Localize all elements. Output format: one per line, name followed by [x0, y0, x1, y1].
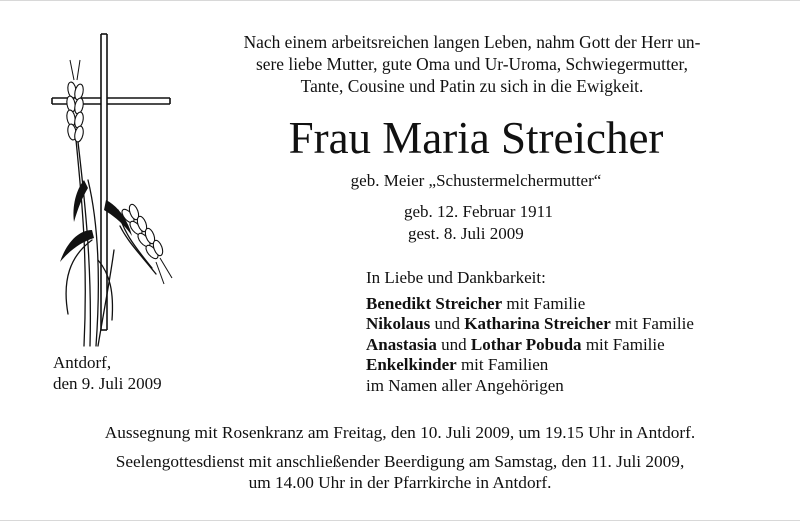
birth-date: geb. 12. Februar 1911	[404, 202, 554, 221]
death-date: gest. 8. Juli 2009	[408, 224, 524, 243]
life-dates	[404, 201, 564, 245]
mourner-line	[366, 314, 786, 335]
mourner-name: Lothar Pobuda	[470, 334, 582, 354]
mourner-name: Anastasia	[366, 334, 437, 354]
notice-line: Aussegnung mit Rosenkranz am Freitag, den 10. Juli 2009, um 19.15 Uhr in Antdorf.	[104, 423, 696, 442]
service-notice	[36, 422, 764, 494]
mourner-line	[366, 355, 786, 376]
mourner-name: Katharina Streicher	[464, 314, 611, 333]
intro-text	[196, 31, 748, 97]
intro-line: Tante, Cousine und Patin zu sich in die Ewigkeit.	[300, 76, 644, 96]
deceased-name: Frau Maria Streicher	[288, 113, 664, 163]
mourner-suffix: mit Familie	[502, 293, 586, 313]
mourner-line	[366, 294, 786, 315]
maiden-name: geb. Meier „Schustermelchermutter“	[350, 171, 602, 190]
top-border	[0, 0, 800, 1]
mourner-line: im Namen aller Angehörigen	[366, 375, 564, 395]
mourner-line	[366, 335, 786, 356]
mourners-list	[366, 268, 786, 396]
notice-line: um 14.00 Uhr in der Pfarrkirche in Antdorf.	[248, 473, 552, 492]
notice-line: Seelengottesdienst mit anschließender Beerdigung am Samstag, den 11. Juli 2009,	[115, 451, 685, 471]
mourner-name: Nikolaus	[366, 314, 431, 333]
place-date: den 9. Juli 2009	[53, 373, 162, 393]
cross-with-wheat-icon	[48, 30, 176, 350]
mourner-name: Benedikt Streicher	[366, 293, 503, 313]
mourner-conjunction: und	[436, 334, 471, 354]
place-town: Antdorf,	[53, 353, 112, 372]
intro-line: sere liebe Mutter, gute Oma und Ur-Uroma, Schwiegermutter,	[256, 54, 688, 74]
mourner-suffix: mit Familien	[456, 355, 549, 374]
mourners-heading: In Liebe und Dankbarkeit:	[366, 268, 546, 287]
place-and-date	[53, 353, 213, 394]
mourner-name: Enkelkinder	[366, 355, 457, 374]
mourner-suffix: mit Familie	[581, 334, 665, 354]
intro-line: Nach einem arbeitsreichen langen Leben, nahm Gott der Herr un-	[243, 32, 701, 52]
mourner-conjunction: und	[430, 314, 465, 333]
mourner-suffix: mit Familie	[610, 314, 694, 333]
